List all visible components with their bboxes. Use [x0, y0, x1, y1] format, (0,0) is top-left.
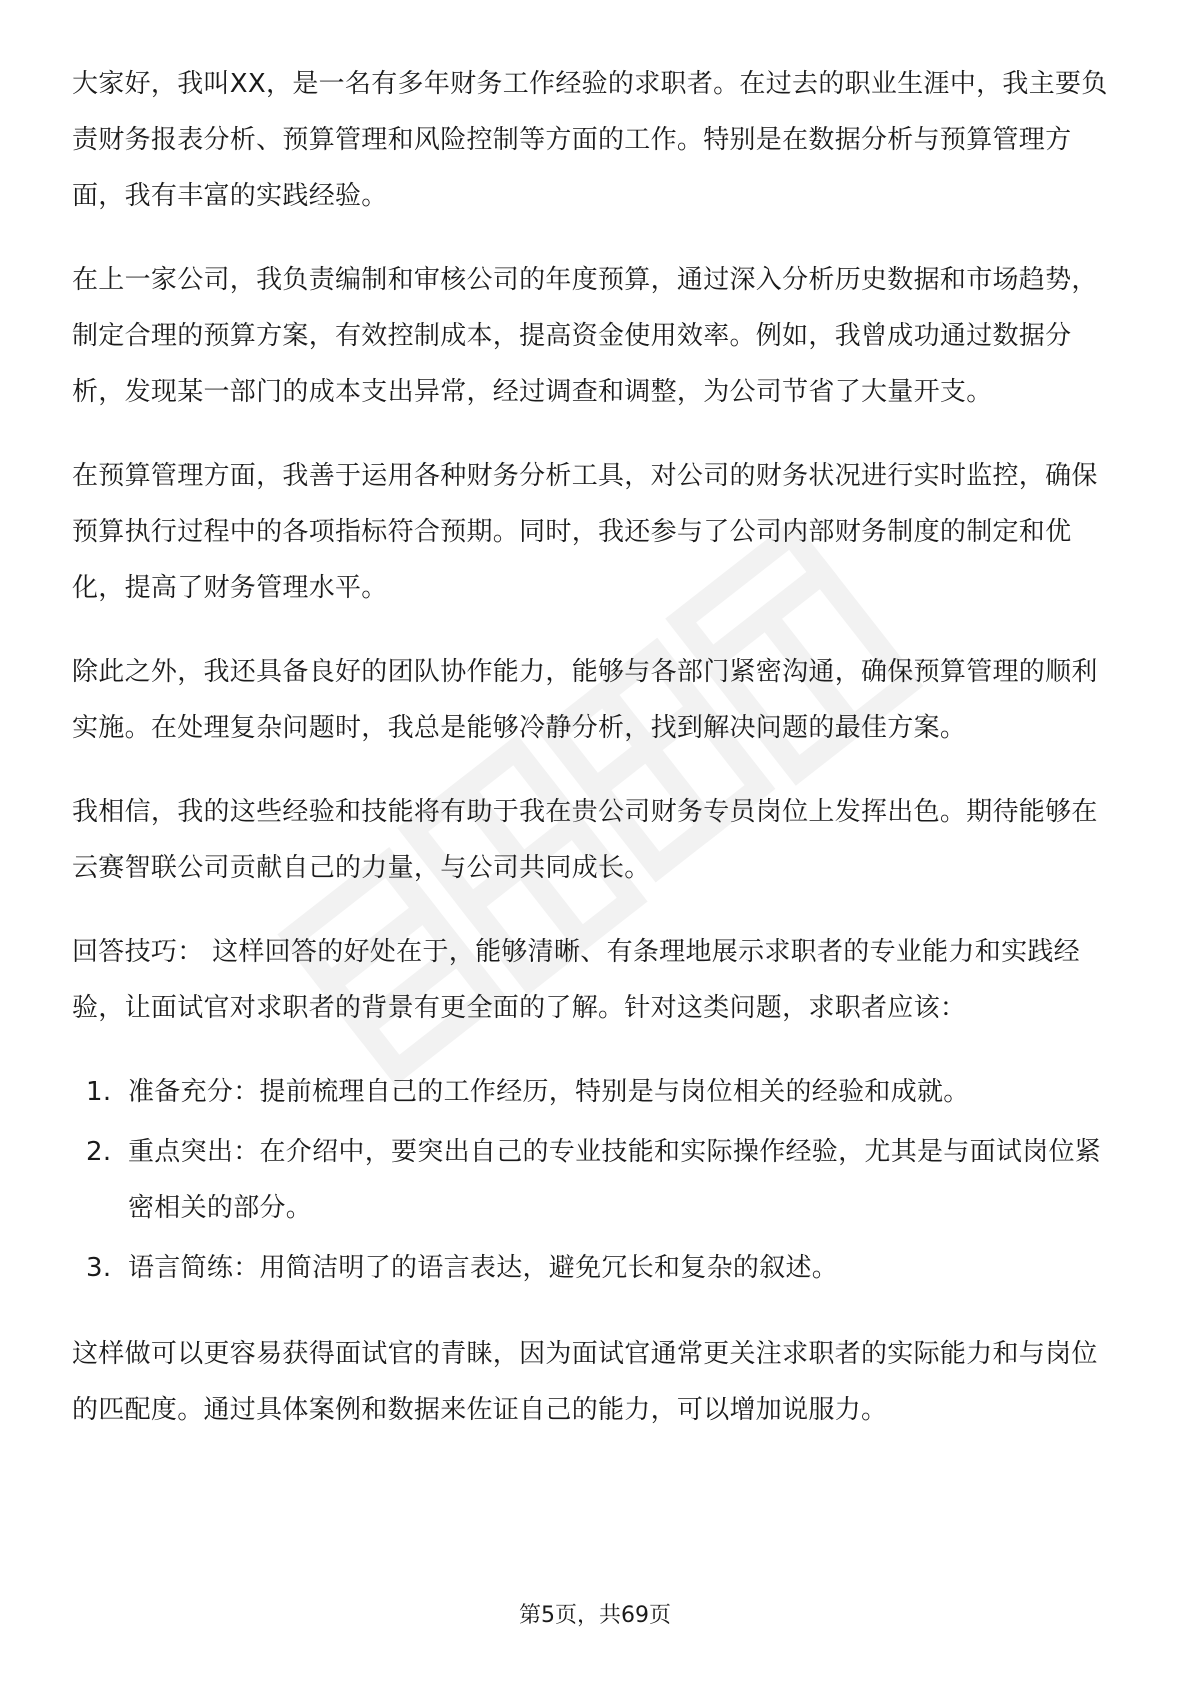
list-item-text: 语言简练：用简洁明了的语言表达，避免冗长和复杂的叙述。 [128, 1253, 839, 1283]
list-item [72, 1240, 1122, 1296]
list-item [72, 1124, 1122, 1236]
paragraph-summary: 这样做可以更容易获得面试官的青睐，因为面试官通常更关注求职者的实际能力和与岗位的匹配度。通过具体案例和数据来佐证自己的能力，可以增加说服力。 [72, 1339, 1098, 1425]
list-item [72, 1064, 1122, 1120]
tips-list [72, 1064, 1122, 1296]
page-number: 第5页，共69页 [519, 1603, 671, 1628]
list-item-number: 3. [86, 1253, 112, 1283]
paragraph-intro: 大家好，我叫XX，是一名有多年财务工作经验的求职者。在过去的职业生涯中，我主要负责财务报表分析、预算管理和风险控制等方面的工作。特别是在数据分析与预算管理方面，我有丰富的实践经验。 [72, 69, 1108, 211]
list-item-number: 2. [86, 1137, 112, 1167]
list-item-number: 1. [86, 1077, 112, 1107]
paragraph-answer-tips: 回答技巧： 这样回答的好处在于，能够清晰、有条理地展示求职者的专业能力和实践经验，让面试官对求职者的背景有更全面的了解。针对这类问题，求职者应该： [72, 937, 1080, 1023]
paragraph-closing-statement: 我相信，我的这些经验和技能将有助于我在贵公司财务专员岗位上发挥出色。期待能够在云赛智联公司贡献自己的力量，与公司共同成长。 [72, 797, 1098, 883]
paragraph-budget-management: 在预算管理方面，我善于运用各种财务分析工具，对公司的财务状况进行实时监控，确保预算执行过程中的各项指标符合预期。同时，我还参与了公司内部财务制度的制定和优化，提高了财务管理水平。 [72, 461, 1098, 603]
list-item-text: 重点突出：在介绍中，要突出自己的专业技能和实际操作经验，尤其是与面试岗位紧密相关的部分。 [128, 1137, 1102, 1223]
list-item-text: 准备充分：提前梳理自己的工作经历，特别是与岗位相关的经验和成就。 [128, 1077, 970, 1107]
paragraph-teamwork: 除此之外，我还具备良好的团队协作能力，能够与各部门紧密沟通，确保预算管理的顺利实施。在处理复杂问题时，我总是能够冷静分析，找到解决问题的最佳方案。 [72, 657, 1098, 743]
document-body [72, 56, 1122, 1466]
paragraph-budget-example: 在上一家公司，我负责编制和审核公司的年度预算，通过深入分析历史数据和市场趋势，制定合理的预算方案，有效控制成本，提高资金使用效率。例如，我曾成功通过数据分析，发现某一部门的成本支出异常，经过调查和调整，为公司节省了大量开支。 [72, 265, 1098, 407]
